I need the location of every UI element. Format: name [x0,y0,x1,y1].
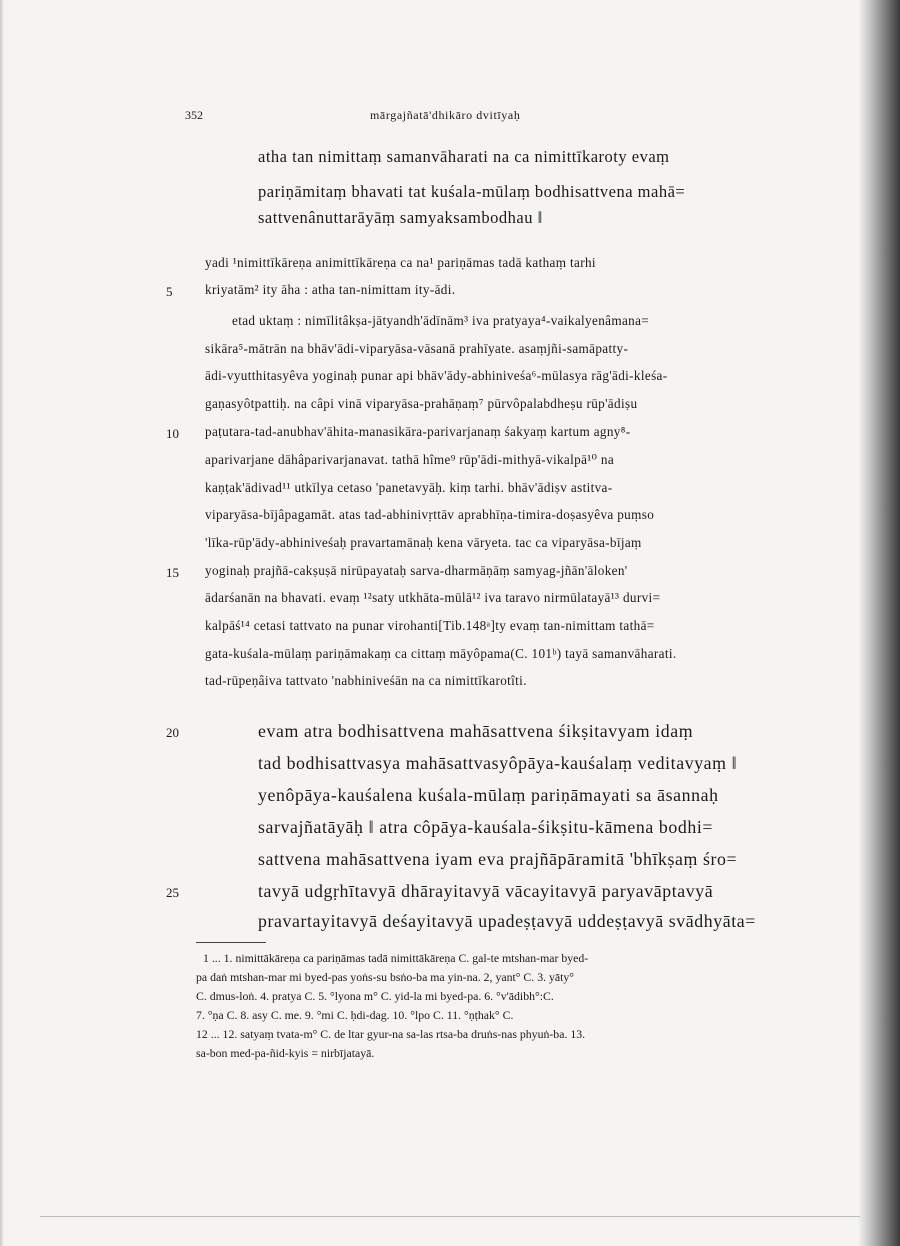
text-line: etad uktaṃ : nimīlitâkṣa-jātyandh'ādīnām³ iva pratyaya⁴-vaikalyenâmana= [232,313,650,328]
footnote-line: sa-bon med-pa-ñid-kyis = nirbījatayā. [196,1046,375,1060]
scan-left-edge [0,0,4,1246]
text-line: pariṇāmitaṃ bhavati tat kuśala-mūlaṃ bodhisattvena mahā= [258,182,686,201]
text-line: 'līka-rūp'ādy-abhiniveśaḥ pravartamānaḥ kena vāryeta. tac ca viparyāsa-bījaṃ [205,535,642,550]
line-number: 20 [166,725,179,740]
text-line: gata-kuśala-mūlaṃ pariṇāmakaṃ ca cittaṃ māyôpama(C. 101ᵇ) tayā samanvāharati. [205,646,677,661]
text-line: sattvenânuttarāyāṃ samyaksambodhau ‖ [258,208,543,227]
text-line: gaṇasyôtpattiḥ. na câpi vinā viparyāsa-prahāṇaṃ⁷ pūrvôpalabdheṣu rūp'ādiṣu [205,396,638,411]
text-line: kalpāś¹⁴ cetasi tattvato na punar virohanti[Tib.148ᵃ]ty evaṃ tan-nimittam tathā= [205,618,655,633]
scan-bottom-edge [40,1216,860,1217]
text-line: tavyā udgṛhītavyā dhārayitavyā vācayitavyā paryavāptavyā [258,881,714,901]
line-number: 25 [166,885,179,900]
line-number: 15 [166,565,179,580]
text-line: sikāra⁵-mātrān na bhāv'ādi-viparyāsa-vāsanā prahīyate. asaṃjñi-samāpatty- [205,341,629,356]
running-head: mārgajñatā'dhikāro dvitīyaḥ [370,108,521,122]
text-line: aparivarjane dāhâparivarjanavat. tathā hîme⁹ rūp'ādi-mithyā-vikalpā¹⁰ na [205,452,615,467]
text-line: atha tan nimittaṃ samanvāharati na ca nimittīkaroty evaṃ [258,147,670,166]
text-line: yenôpāya-kauśalena kuśala-mūlaṃ pariṇāmayati sa āsannaḥ [258,785,719,805]
text-line: yadi ¹nimittīkāreṇa animittīkāreṇa ca na¹ pariṇāmas tadā kathaṃ tarhi [205,255,596,270]
text-line: sattvena mahāsattvena iyam eva prajñāpāramitā 'bhīkṣaṃ śro= [258,849,738,869]
footnote-line: 7. °ṇa C. 8. asy C. me. 9. °mi C. ḥdi-dag. 10. °lpo C. 11. °ṇṭhak° C. [196,1008,514,1022]
text-line: kriyatām² ity āha : atha tan-nimittam ity-ādi. [205,282,456,297]
text-line: paṭutara-tad-anubhav'āhita-manasikāra-parivarjanaṃ śakyaṃ kartum agny⁸- [205,424,631,439]
text-line: viparyāsa-bījâpagamāt. atas tad-abhinivṛttāv aprabhīṇa-timira-doṣasyêva puṃso [205,507,655,522]
footnote-separator [196,942,266,943]
text-line: ādarśanān na bhavati. evaṃ ¹²saty utkhāta-mūlā¹² iva taravo nirmūlatayā¹³ durvi= [205,590,661,605]
text-line: sarvajñatāyāḥ ‖ atra côpāya-kauśala-śikṣitu-kāmena bodhi= [258,817,714,837]
text-line: evam atra bodhisattvena mahāsattvena śikṣitavyam idaṃ [258,721,694,741]
text-line: kaṇṭak'ādivad¹¹ utkīlya cetaso 'panetavyāḥ. kiṃ tarhi. bhāv'ādiṣv astitva- [205,480,613,495]
text-line: tad-rūpeṇâiva tattvato 'nabhiniveśān na ca nimittīkarotîti. [205,673,527,688]
footnote-line: C. dmus-loṅ. 4. pratya C. 5. °lyona m° C. yid-la mi byed-pa. 6. °v'ādibh°:C. [196,989,554,1003]
line-number: 10 [166,426,179,441]
footnote-line: pa daṅ mtshan-mar mi byed-pas yoṅs-su bsṅo-ba ma yin-na. 2, yant° C. 3. yāty° [196,970,575,984]
page-number: 352 [185,108,203,122]
line-number: 5 [166,284,173,299]
text-line: ādi-vyutthitasyêva yoginaḥ punar api bhāv'ādy-abhiniveśa⁶-mūlasya rāg'ādi-kleśa- [205,368,668,383]
footnote-line: 12 ... 12. satyaṃ tvata-m° C. de ltar gyur-na sa-las rtsa-ba druṅs-nas phyuṅ-ba. 13. [196,1027,586,1041]
scan-binding-shadow [858,0,900,1246]
footnote-line: 1 ... 1. nimittākāreṇa ca pariṇāmas tadā nimittākāreṇa C. gal-te mtshan-mar byed- [203,951,589,965]
text-line: pravartayitavyā deśayitavyā upadeṣṭavyā uddeṣṭavyā svādhyāta= [258,911,756,931]
text-line: tad bodhisattvasya mahāsattvasyôpāya-kauśalaṃ veditavyaṃ ‖ [258,753,738,773]
text-line: yoginaḥ prajñā-cakṣuṣā nirūpayataḥ sarva-dharmāṇāṃ samyag-jñān'āloken' [205,563,628,578]
